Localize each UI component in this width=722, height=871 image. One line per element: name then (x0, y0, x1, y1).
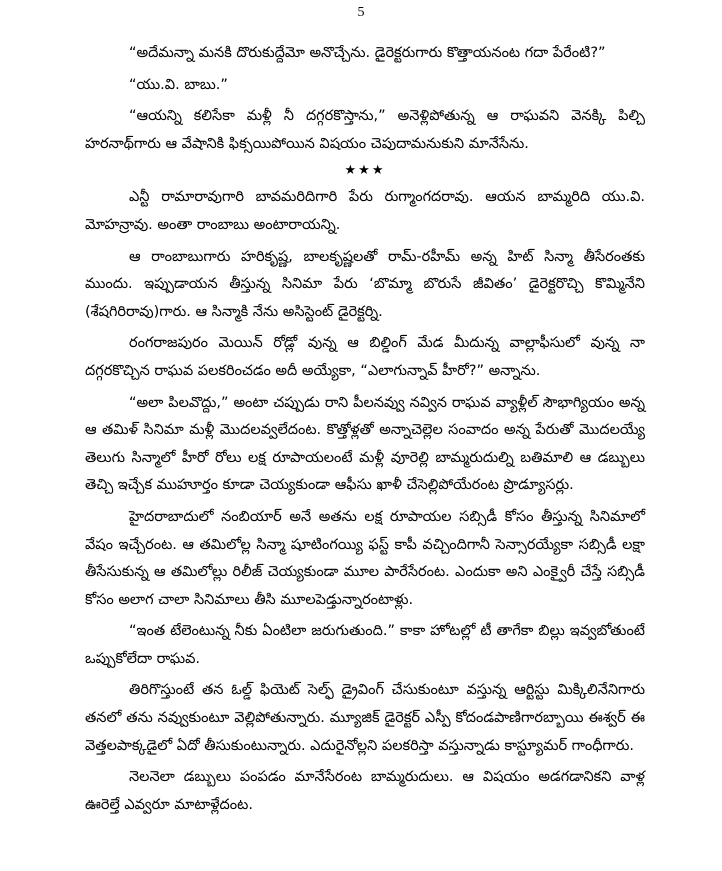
paragraph: “అదేమన్నా మనకి దొరుకుద్దేమో అనొచ్చేను. డైరెక్టరుగారు కొత్తాయనంట గదా పేరేంటి?” (129, 45, 606, 61)
paragraph: రంగరాజపురం మెయిన్ రోడ్లో వున్న ఆ బిల్డింగ్ మేడ మీదున్న వాల్లాఫీసులో వున్న నా దగ్గరకొచ్చిన రాఘవ పలకరించడం అదీ అయ్యేకా, “ఎలాగున్నావ్ హీరో?” అన్నాను. (85, 335, 645, 379)
paragraph: ఆ రాంబాబుగారు హరికృష్ణ, బాలకృష్ణలతో రామ్-రహీమ్ అన్న హిట్ సిన్మా తీసేరంతకు ముందు. ఇప్పుడాయన తీస్తున్న సినిమా పేరు ‘బొమ్మా బొరుసే జీవితం’ డైరెక్టరొచ్చి కొమ్మినేని (శేషగిరిరావు)గారు. ఆ సిన్మాకి నేను అసిస్టెంట్ డైరెక్టర్ని. (85, 248, 645, 320)
paragraph: “యు.వి. బాబు.” (129, 76, 228, 93)
page-body (85, 40, 645, 823)
page-number: 5 (357, 5, 365, 20)
paragraph: నెలనెలా డబ్బులు పంపడం మానేసేరంట బామ్మరుదులు. ఆ విషయం అడగడానికని వాళ్ల ఊరెల్తే ఎవ్వరూ మాటాళ్లేదంట. (85, 769, 645, 813)
paragraph: తిరిగొస్తుంటే తన ఓల్డ్ ఫియెట్ సెల్ఫ్ డ్రైవింగ్ చేసుకుంటూ వస్తున్న ఆర్టిస్టు మిక్కిలినేనిగారు తనలో తను నవ్వుకుంటూ వెల్లిపోతున్నారు. మ్యూజిక్ డైరెక్టర్ ఎస్పీ కోదండపాణిగారబ్బాయి ఈశ్వర్ ఈ వెత్తలపాక్కడైలో ఏదో తీసుకుంటున్నారు. ఎదురైనోల్లని పలకరిస్తా వస్తున్నాడు కాస్ట్యూమర్ గాంధీగారు. (85, 682, 645, 754)
paragraph: హైదరాబాదులో నంబియార్ అనే అతను లక్ష రూపాయల సబ్సిడీ కోసం తీస్తున్న సినిమాలో వేషం ఇచ్చేరంట. ఆ తమిలోల్ల సిన్మా షూటింగయ్యి ఫస్ట్ కాపీ వచ్చిందిగానీ సెన్సారయ్యేకా సబ్సిడీ లక్షా తీసేసుకున్న ఆ తమిలోల్లు రిలీజ్ చెయ్యకుండా మూల పారేసేరంట. ఎందుకా అని ఎంక్వైరీ చేస్తే సబ్సిడీ కోసం అలాగ చాలా సినిమాలు తీసి మూలపెడ్తున్నారంటాళ్లు. (85, 508, 645, 608)
paragraph: “అలా పిలవొద్దు,” అంటా చప్పుడు రాని పీలనవ్వు నవ్విన రాఘవ వ్యాళ్లీల్ సౌభాగ్యియం అన్న ఆ తమిళ్ సినిమా మళ్లీ మొదలవ్వలేదంట. కొత్తోళ్లతో అన్నాచెల్లెల సంవాదం అన్న పేరుతో మొదలయ్యే తెలుగు సిన్మాలో హీరో రోలు లక్ష రూపాయలంటే మళ్లీ వూరెల్లి బామ్మరుదుల్ని బతిమాలి ఆ డబ్బులు తెచ్చి ఇచ్చేక ముహూర్తం కూడా చెయ్యకుండా ఆఫీసు ఖాళీ చేసెల్లిపోయేరంట ప్రొడ్యూసర్లు. (85, 394, 645, 494)
section-separator: ★★★ (344, 163, 386, 179)
paragraph: “ఇంత టేలెంటున్న నీకు ఏంటిలా జరుగుతుంది.” కాకా హోటల్లో టీ తాగేకా బిల్లు ఇవ్వబోతుంటే ఒప్పుకోలేదా రాఘవ. (85, 623, 645, 667)
paragraph: ఎన్టీ రామారావుగారి బావమరిదిగారి పేరు రుగ్మాంగదరావు. ఆయన బామ్మరిది యు.వి. మోహన్రావు. అంతా రాంబాబు అంటారాయన్ని. (85, 189, 645, 233)
paragraph: “ఆయన్ని కలిసేకా మళ్లీ నీ దగ్గరకొస్తాను,” అనెళ్లిపోతున్న ఆ రాఘవని వెనక్కి పిల్చి హరనాథ్‌గారు ఆ వేషానికి ఫిక్సయిపోయిన విషయం చెపుదామనుకుని మానేసేను. (85, 108, 645, 152)
